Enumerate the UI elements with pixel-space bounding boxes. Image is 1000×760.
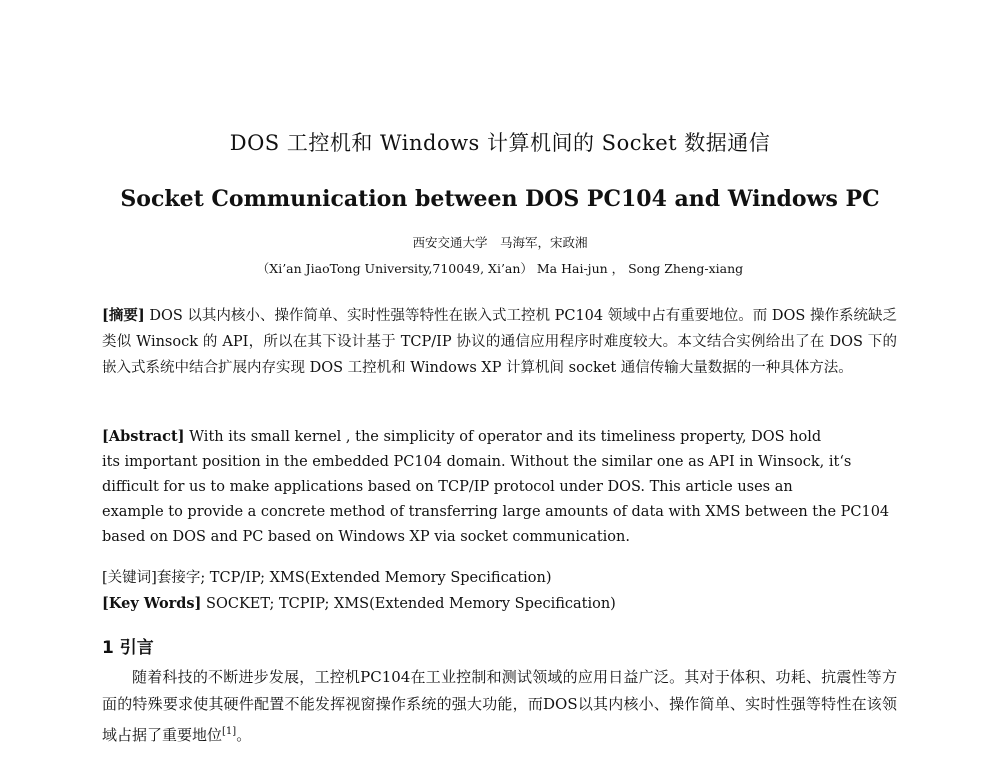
abstract-en-line: [Abstract] With its small kernel , the simplicity of operator and its timeliness property, DOS hold (102, 428, 822, 445)
abstract-chinese (102, 303, 897, 381)
keywords-en-text: SOCKET; TCPIP; XMS(Extended Memory Specification) (201, 596, 616, 612)
abstract-cn-text: DOS 以其内核小、操作简单、实时性强等特性在嵌入式工控机 PC104 领域中占有重要地位。而 DOS 操作系统缺乏类似 Winsock 的 API，所以在其下设计基于 TCP/IP 协议的通信应用程序时难度较大。本文结合实例给出了在 DOS 下的嵌入式系统中结合扩展内存实现 DOS 工控机和 Windows XP 计算机间 socket 通信传输大量数据的一种具体方法。 (102, 308, 897, 376)
abstract-cn-label: [摘要] (102, 307, 145, 324)
abstract-en-line: based on DOS and PC based on Windows XP via socket communication. (102, 529, 630, 545)
abstract-en-line: difficult for us to make applications based on TCP/IP protocol under DOS. This article uses an (102, 479, 793, 495)
abstract-english (102, 424, 897, 550)
affiliation-english: （Xi’an JiaoTong University,710049, Xi’an） Ma Hai-jun ， Song Zheng-xiang (256, 261, 744, 276)
title-english: Socket Communication between DOS PC104 and Windows PC (120, 186, 880, 212)
title-chinese: DOS 工控机和 Windows 计算机间的 Socket 数据通信 (229, 131, 771, 155)
keywords-en-label: [Key Words] (102, 595, 202, 612)
intro-paragraph: 随着科技的不断进步发展，工控机PC104在工业控制和测试领域的应用日益广泛。其对于体积、功耗、抗震性等方面的特殊要求使其硬件配置不能发挥视窗操作系统的强大功能，而DOS以其内核小、操作简单、实时性强等特性在该领域占据了重要地位[1]。 (102, 668, 897, 744)
citation-ref: [1] (222, 726, 237, 737)
keywords-english (102, 595, 897, 612)
abstract-en-line: its important position in the embedded PC104 domain. Without the similar one as API in Winsock, it‘s (102, 454, 852, 470)
abstract-en-line: example to provide a concrete method of transferring large amounts of data with XMS between the PC104 (102, 504, 890, 520)
abstract-en-label: [Abstract] (102, 428, 185, 445)
section-heading: 1 引言 (102, 638, 154, 658)
affiliation-chinese: 西安交通大学 马海军，宋政湘 (412, 235, 588, 250)
keywords-chinese: [关键词]套接字; TCP/IP; XMS(Extended Memory Specification) (102, 570, 552, 586)
